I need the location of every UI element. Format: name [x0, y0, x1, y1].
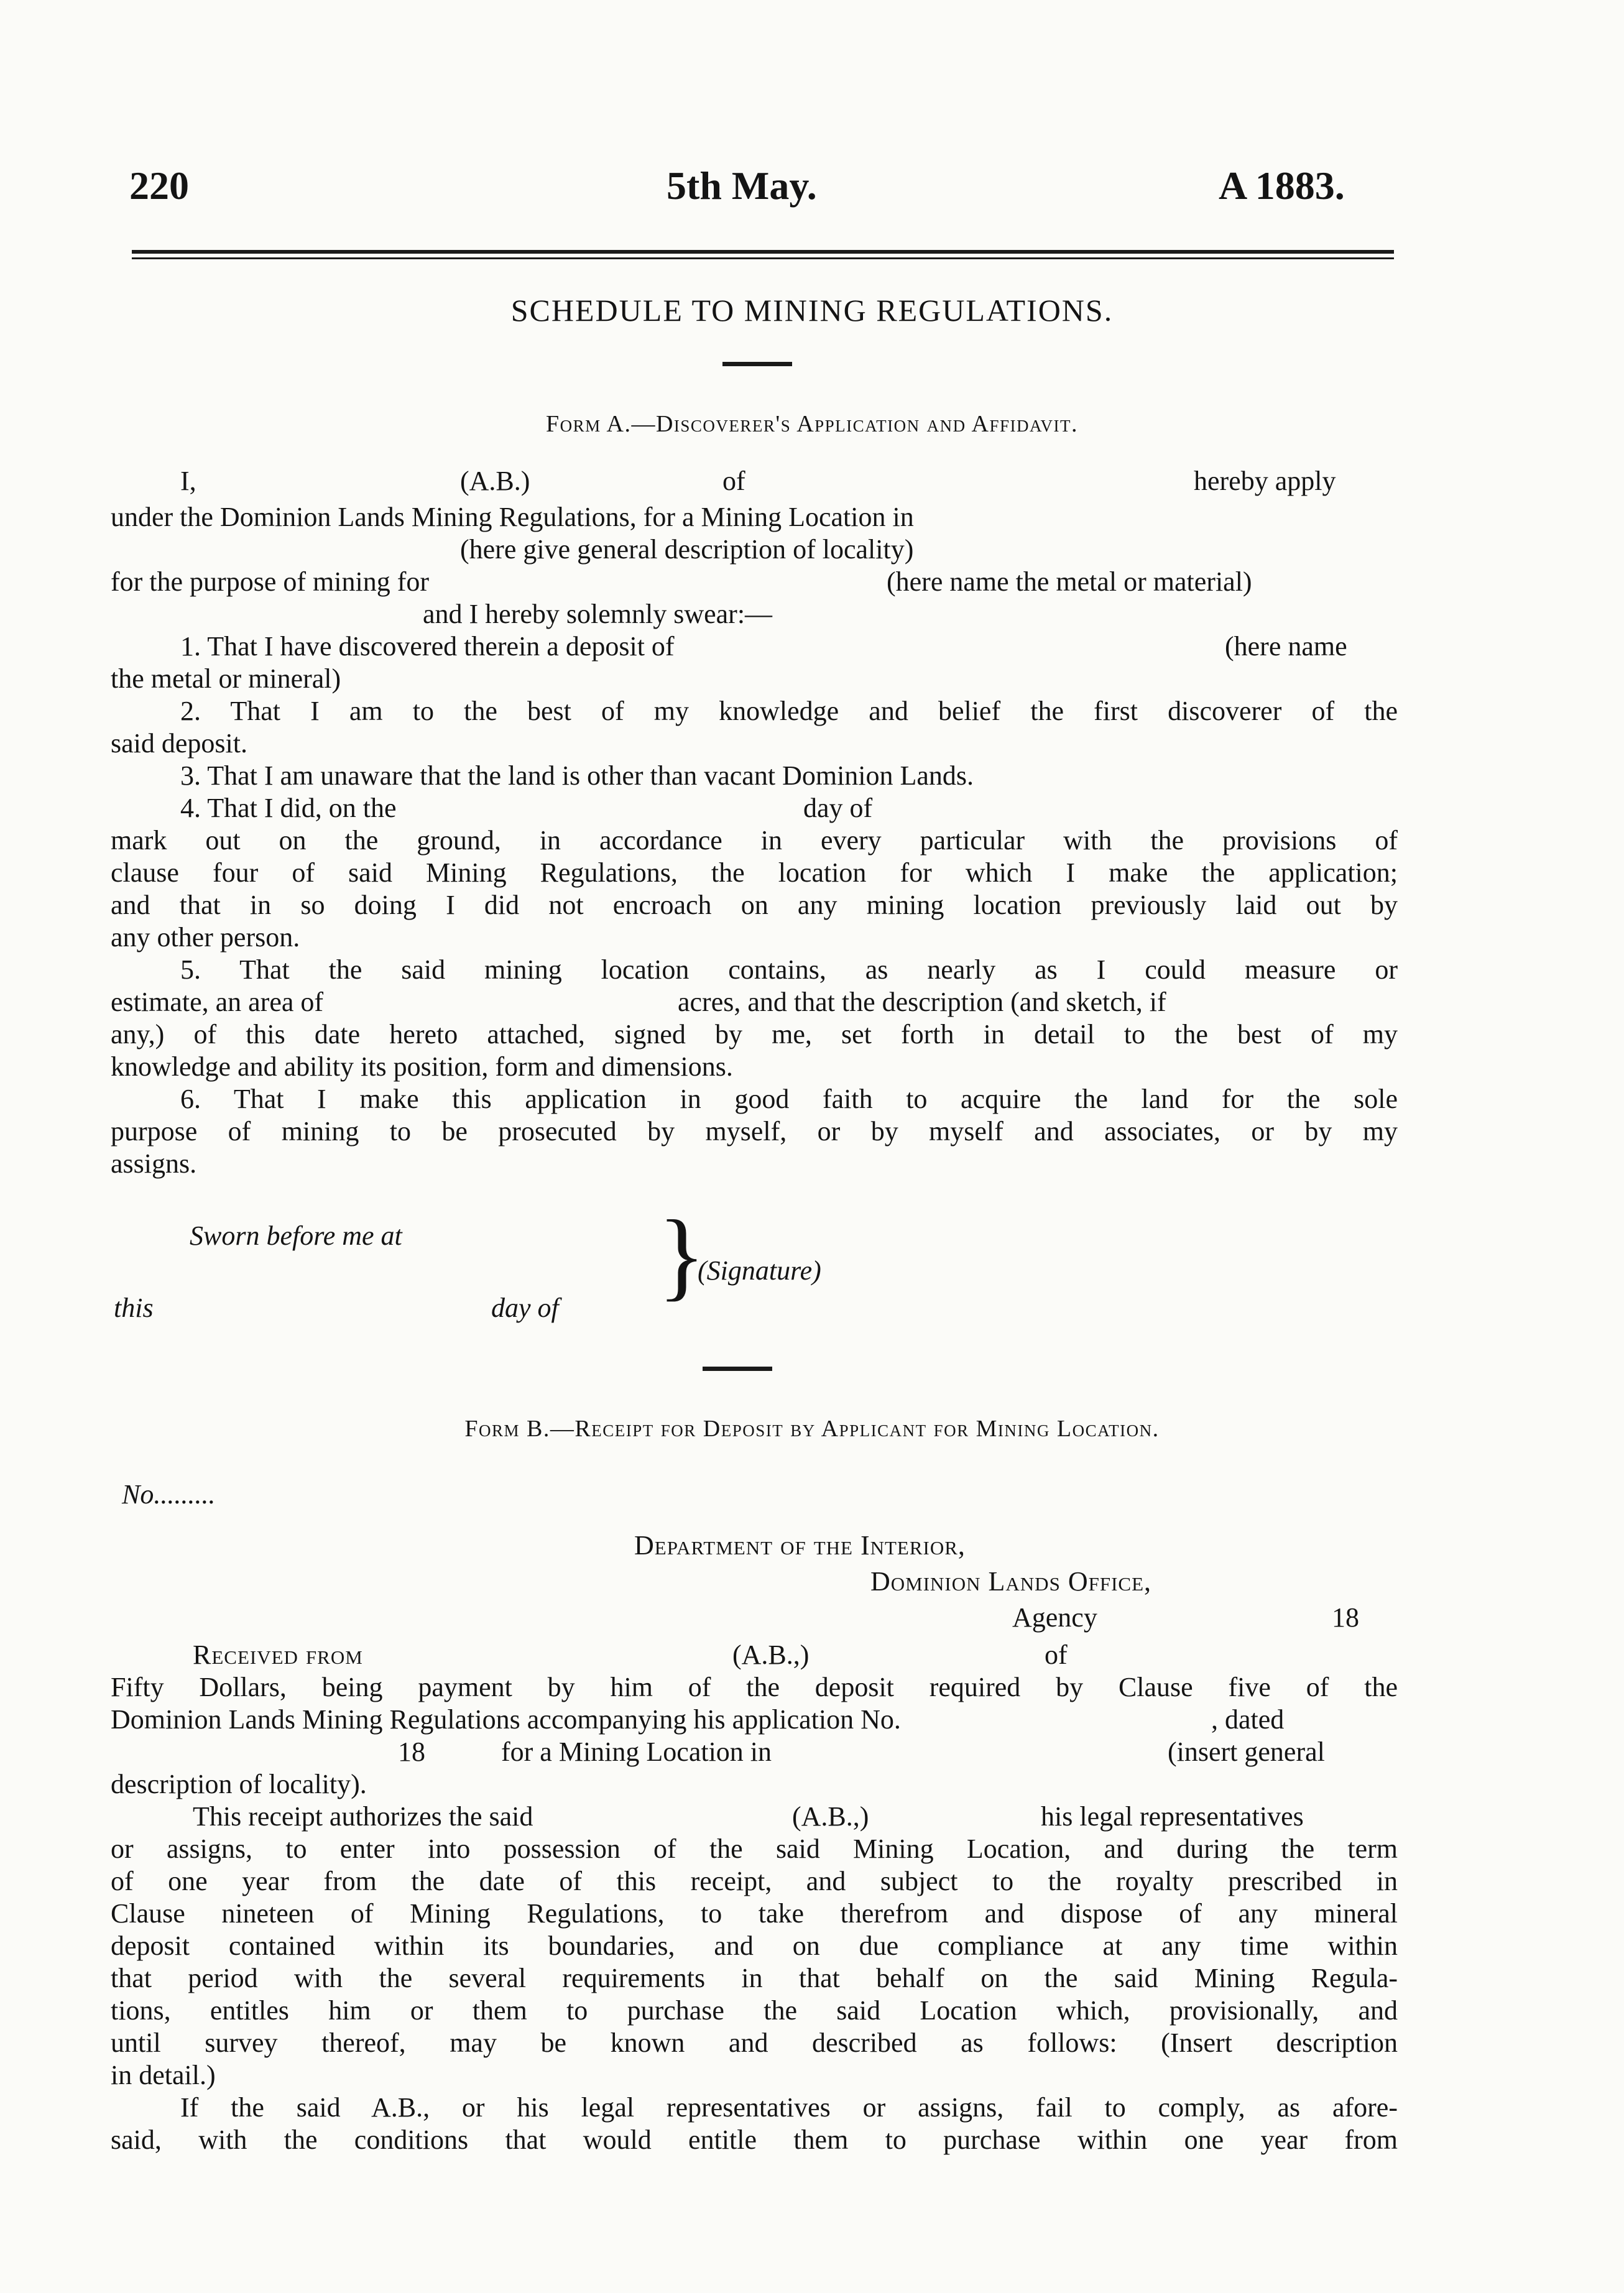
- form-a-line-1-of: of: [722, 466, 745, 496]
- brace: }: [658, 1199, 706, 1310]
- form-a-line: day of: [803, 793, 873, 823]
- form-b-line: (A.B.,): [792, 1801, 869, 1832]
- form-a-line-1-ab: (A.B.): [460, 466, 530, 496]
- form-a-line: any,) of this date hereto attached, signed by me, set forth in detail to the best of my: [111, 1019, 1398, 1050]
- form-a-line: knowledge and ability its position, form and dimensions.: [111, 1051, 733, 1082]
- page-number: 220: [129, 164, 189, 208]
- form-a-line: mark out on the ground, in accordance in every particular with the provisions of: [111, 825, 1398, 856]
- form-a-line: 3. That I am unaware that the land is other than vacant Dominion Lands.: [180, 760, 974, 791]
- page-title: SCHEDULE TO MINING REGULATIONS.: [510, 293, 1114, 328]
- year-blank: 18: [1332, 1602, 1359, 1633]
- form-b-line: that period with the several requirements in that behalf on the said Mining Regula-: [111, 1963, 1398, 1993]
- divider: [722, 362, 792, 366]
- form-a-line: clause four of said Mining Regulations, the location for which I make the application;: [111, 857, 1398, 888]
- divider: [703, 1367, 772, 1371]
- signature-label: (Signature): [698, 1255, 821, 1286]
- form-a-line: assigns.: [111, 1148, 197, 1179]
- header-rule-top: [132, 250, 1394, 254]
- form-b-line: of one year from the date of this receipt, and subject to the royalty prescribed in: [111, 1866, 1398, 1896]
- office: Dominion Lands Office,: [870, 1566, 1152, 1597]
- received-of: of: [1045, 1640, 1068, 1670]
- form-a-line: the metal or mineral): [111, 663, 341, 694]
- sworn-day-of: day of: [491, 1293, 559, 1323]
- form-b-line: for a Mining Location in: [501, 1737, 772, 1767]
- header-rule-bottom: [132, 257, 1394, 259]
- form-a-line: (here name the metal or material): [887, 566, 1252, 597]
- sworn-before: Sworn before me at: [190, 1220, 402, 1251]
- form-a-line: any other person.: [111, 922, 300, 953]
- form-b-line: tions, entitles him or them to purchase the said Location which, provisionally, and: [111, 1995, 1398, 2026]
- form-b-line: or assigns, to enter into possession of the said Mining Location, and during the term: [111, 1834, 1398, 1864]
- form-a-line: and that in so doing I did not encroach on any mining location previously laid out by: [111, 890, 1398, 920]
- agency: Agency: [1012, 1602, 1097, 1633]
- form-a-line: 2. That I am to the best of my knowledge and belief the first discoverer of the: [180, 696, 1398, 726]
- form-b-line: (insert general: [1168, 1737, 1325, 1767]
- form-b-line: description of locality).: [111, 1769, 367, 1799]
- form-a-line-1-lead: I,: [180, 466, 196, 496]
- form-b-line: deposit contained within its boundaries, and on due compliance at any time within: [111, 1931, 1398, 1961]
- form-b-line: , dated: [1211, 1704, 1285, 1735]
- form-b-line: said, with the conditions that would entitle them to purchase within one year from: [111, 2125, 1398, 2155]
- form-a-line: acres, and that the description (and sketch, if: [678, 987, 1166, 1017]
- form-b-line: until survey thereof, may be known and described as follows: (Insert description: [111, 2028, 1398, 2058]
- running-title: 5th May.: [667, 164, 817, 208]
- form-b-line: If the said A.B., or his legal representatives or assigns, fail to comply, as afore-: [180, 2092, 1398, 2123]
- received-from: Received from: [193, 1640, 363, 1670]
- receipt-number: No.........: [122, 1479, 216, 1510]
- form-a-line: 4. That I did, on the: [180, 793, 397, 823]
- form-a-line: (here name: [1225, 631, 1347, 662]
- form-b-line: Clause nineteen of Mining Regulations, to take therefrom and dispose of any mineral: [111, 1898, 1398, 1929]
- sworn-this: this: [114, 1293, 154, 1323]
- form-b-line: in detail.): [111, 2060, 216, 2090]
- form-b-line: This receipt authorizes the said: [193, 1801, 533, 1832]
- form-b-title: Form B.—Receipt for Deposit by Applicant for Mining Location.: [464, 1416, 1160, 1442]
- form-a-line: under the Dominion Lands Mining Regulations, for a Mining Location in: [111, 502, 914, 532]
- form-a-line: purpose of mining to be prosecuted by myself, or by myself and associates, or by my: [111, 1116, 1398, 1146]
- form-a-line: and I hereby solemnly swear:—: [423, 599, 773, 629]
- form-a-line: for the purpose of mining for: [111, 566, 429, 597]
- form-b-line: Dominion Lands Mining Regulations accompanying his application No.: [111, 1704, 901, 1735]
- form-a-line: said deposit.: [111, 728, 247, 759]
- form-a-line: estimate, an area of: [111, 987, 324, 1017]
- form-a-title: Form A.—Discoverer's Application and Affidavit.: [545, 411, 1079, 437]
- form-b-line: Fifty Dollars, being payment by him of the deposit required by Clause five of the: [111, 1672, 1398, 1702]
- form-b-line: 18: [398, 1737, 425, 1767]
- form-a-line-1-apply: hereby apply: [1194, 466, 1336, 496]
- received-ab: (A.B.,): [732, 1640, 810, 1670]
- year: A 1883.: [1219, 164, 1345, 208]
- form-a-line: (here give general description of locality): [460, 534, 914, 565]
- department: Department of the Interior,: [634, 1530, 966, 1561]
- form-a-line: 1. That I have discovered therein a deposit of: [180, 631, 675, 662]
- form-b-line: his legal representatives: [1041, 1801, 1304, 1832]
- form-a-line: 5. That the said mining location contains, as nearly as I could measure or: [180, 954, 1398, 985]
- form-a-line: 6. That I make this application in good faith to acquire the land for the sole: [180, 1084, 1398, 1114]
